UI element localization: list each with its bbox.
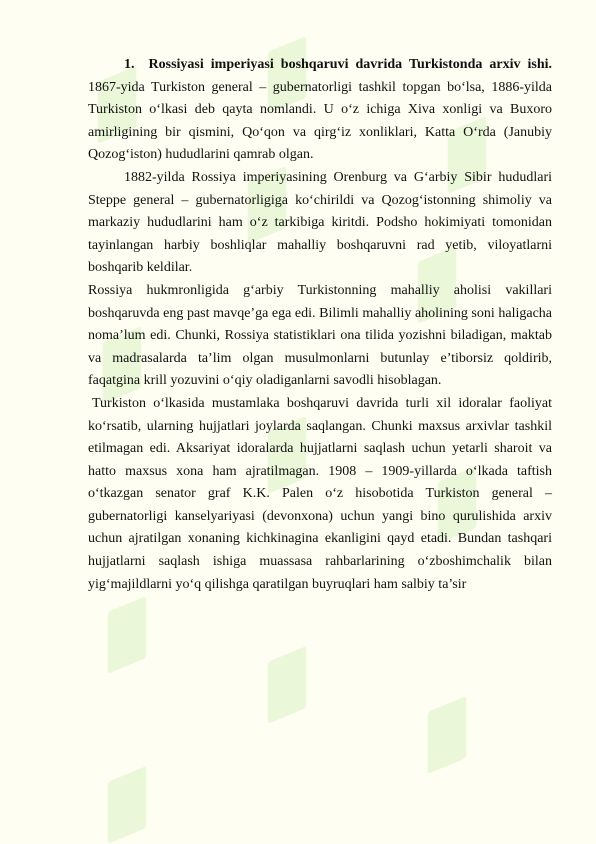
document-body (88, 54, 552, 596)
paragraph: Rossiya hukmronligida g‘arbiy Turkistonning mahalliy aholisi vakillari boshqaruvda eng past mavqe’ga ega edi. Bilimli mahalliy aholining soni haligacha noma’lum edi. Chunki, Rossiya statistiklari ona tilida yozishni biladigan, maktab va madrasalarda ta’lim olgan musulmonlarni butunlay e’tiborsiz qoldirib, faqatgina krill yozuvini o‘qiy oladiganlarni savodli hisoblagan. (88, 282, 552, 389)
watermark-mark (108, 596, 147, 674)
paragraph-inline: 1867-yida Turkiston general – gubernatorligi tashkil topgan bo‘lsa, 1886-yilda Turkiston o‘lkasi deb qayta nomlandi. U o‘z ichiga Xiva xonligi va Buxoro amirligining bir qismini, Qo‘qon va qirg‘iz xonliklari, Katta O‘rda (Janubiy Qozog‘iston) hududlarini qamrab olgan. (88, 79, 552, 163)
heading-number: 1. (124, 57, 135, 72)
watermark-mark (428, 696, 467, 774)
watermark-mark (268, 646, 307, 724)
paragraph: 1882-yilda Rossiya imperiyasining Orenburg va G‘arbiy Sibir hududlari Steppe general – gubernatorligiga ko‘chirildi va Qozog‘istonning shimoliy va markaziy hududlarini ham o‘z tarkibiga kiritdi. Podsho hokimiyati tomonidan tayinlangan harbiy boshliqlar mahalliy boshqaruvni rad yetib, viloyatlarni boshqarib keldilar. (88, 169, 552, 276)
paragraph: Turkiston o‘lkasida mustamlaka boshqaruvi davrida turli xil idoralar faoliyat ko‘rsatib, ularning hujjatlari joylarda saqlangan. Chunki maxsus arxivlar tashkil etilmagan edi. Aksariyat idoralarda hujjatlarni saqlash uchun yetarli sharoit va hatto maxsus xona ham ajratilmagan. 1908 – 1909-yillarda o‘lkada taftish o‘tkazgan senator graf K.K. Palen o‘z hisobotida Turkiston general – gubernatorligi kanselyariyasi (devonxona) uchun yangi bino qurulishida arxiv uchun ajratilgan xonaning kichkinagina ekanligini qayd etadi. Bundan tashqari hujjatlarni saqlash ishiga muassasa rahbarlarining o‘zboshimchalik bilan yig‘majildlarni yo‘q qilishga qaratilgan buyruqlari ham salbiy ta’sir (88, 395, 552, 592)
heading-text: Rossiyasi imperiyasi boshqaruvi davrida Turkistonda arxiv ishi. (148, 57, 552, 72)
section-heading (88, 54, 552, 167)
watermark-mark (108, 766, 147, 844)
